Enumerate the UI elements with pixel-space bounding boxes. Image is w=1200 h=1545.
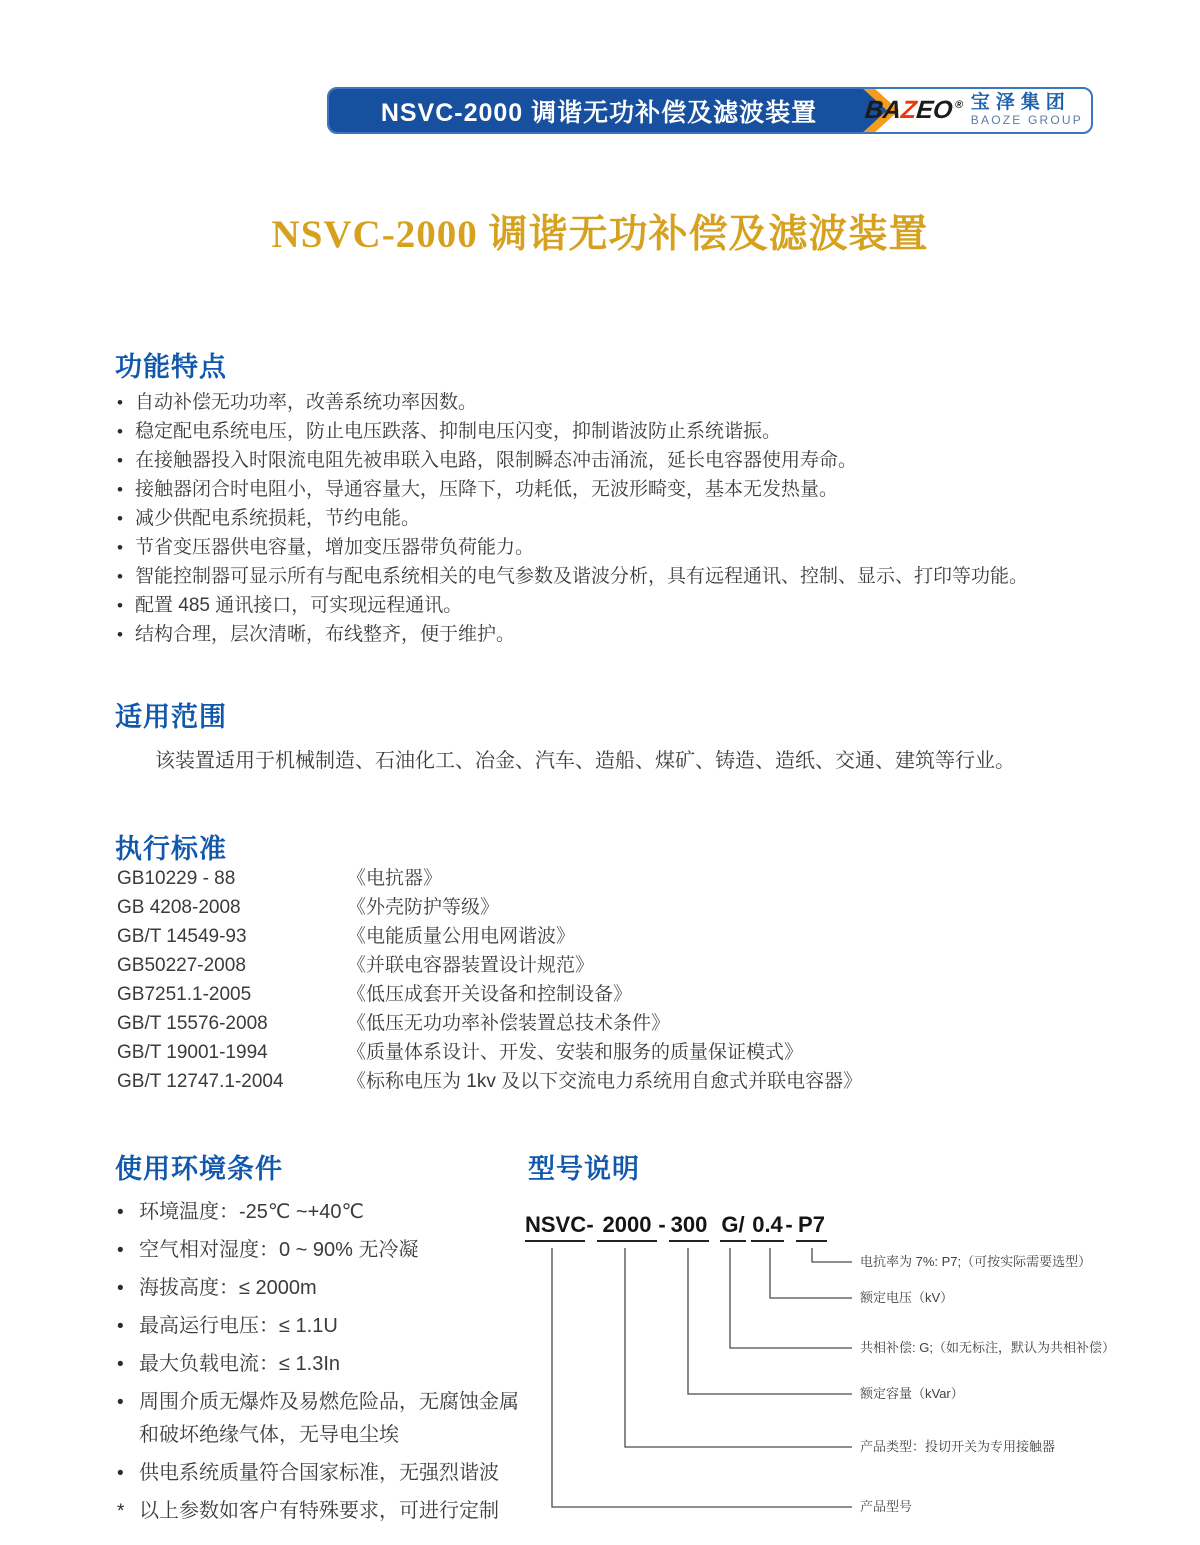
bullet-icon: • — [117, 567, 123, 586]
standard-title: 《电能质量公用电网谐波》 — [347, 926, 576, 947]
environment-item — [117, 1196, 522, 1229]
environment-item — [117, 1234, 522, 1267]
feature-text: 减少供配电系统损耗，节约电能。 — [135, 508, 421, 529]
feature-text: 智能控制器可显示所有与配电系统相关的电气参数及谐波分析，具有远程通讯、控制、显示、打印等功能。 — [135, 566, 1029, 587]
feature-text: 稳定配电系统电压，防止电压跌落、抑制电压闪变，抑制谐波防止系统谐振。 — [135, 421, 782, 442]
company-name-en: BAOZE GROUP — [970, 113, 1083, 128]
bullet-icon: • — [117, 393, 123, 412]
standard-title: 《低压无功功率补偿装置总技术条件》 — [347, 1013, 671, 1034]
standard-code: GB/T 12747.1-2004 — [117, 1071, 284, 1092]
feature-item — [117, 417, 1127, 446]
registered-trademark-icon: ® — [954, 99, 964, 111]
environment-text: 周围介质无爆炸及易燃危险品，无腐蚀金属和破坏绝缘气体，无导电尘埃 — [139, 1391, 519, 1446]
standard-row — [117, 1009, 1117, 1038]
bullet-icon: • — [117, 422, 123, 441]
feature-item — [117, 446, 1127, 475]
model-segment: P7 — [796, 1212, 827, 1242]
company-names — [971, 93, 1083, 127]
company-logo — [865, 89, 1083, 132]
connector-line — [770, 1248, 852, 1298]
bullet-icon: • — [117, 596, 123, 615]
model-connector-lines — [520, 1248, 865, 1528]
standard-title: 《质量体系设计、开发、安装和服务的质量保证模式》 — [347, 1042, 804, 1063]
standard-code: GB/T 15576-2008 — [117, 1013, 268, 1034]
model-segment: - — [785, 1212, 793, 1237]
bullet-icon: • — [117, 509, 123, 528]
bullet-icon: • — [117, 1278, 124, 1299]
bullet-icon: • — [117, 1316, 124, 1337]
bullet-icon: • — [117, 1240, 124, 1261]
company-name-cn: 宝泽集团 — [970, 92, 1071, 114]
brand-text-accent: Z — [899, 96, 919, 124]
environment-text: 环境温度：-25℃ ~+40℃ — [139, 1201, 364, 1223]
environment-list — [117, 1196, 522, 1533]
bullet-icon: • — [117, 625, 123, 644]
model-annotation: 产品型号 — [860, 1499, 913, 1514]
feature-text: 接触器闭合时电阻小，导通容量大，压降下，功耗低，无波形畸变，基本无发热量。 — [135, 479, 839, 500]
environment-item — [117, 1272, 522, 1305]
model-annotation: 额定容量（kVar） — [860, 1386, 964, 1401]
feature-text: 节省变压器供电容量，增加变压器带负荷能力。 — [135, 537, 535, 558]
model-segment: - — [658, 1212, 666, 1237]
model-segment: 300 — [669, 1212, 709, 1242]
feature-text: 结构合理，层次清晰，布线整齐，便于维护。 — [135, 624, 516, 645]
bullet-icon: • — [117, 1392, 124, 1413]
feature-item — [117, 620, 1127, 649]
model-segment: G/ — [720, 1212, 746, 1242]
model-annotation: 共相补偿: G;（如无标注，默认为共相补偿） — [860, 1340, 1115, 1355]
standard-code: GB10229 - 88 — [117, 868, 236, 889]
standard-title: 《标称电压为 1kv 及以下交流电力系统用自愈式并联电容器》 — [347, 1071, 863, 1092]
bullet-icon: • — [117, 480, 123, 499]
environment-item — [117, 1457, 522, 1490]
connector-line — [552, 1248, 852, 1507]
environment-item — [117, 1386, 522, 1452]
bullet-icon: • — [117, 1354, 124, 1375]
section-heading-model: 型号说明 — [528, 1154, 640, 1184]
bullet-icon: • — [117, 538, 123, 557]
standard-title: 《外壳防护等级》 — [347, 897, 500, 918]
standard-row — [117, 893, 1117, 922]
section-heading-features: 功能特点 — [115, 352, 227, 382]
model-annotation: 产品类型：投切开关为专用接触器 — [860, 1439, 1056, 1454]
model-segment: - — [586, 1212, 594, 1237]
feature-text: 配置 485 通讯接口，可实现远程通讯。 — [135, 595, 463, 616]
model-annotation: 额定电压（kV） — [860, 1290, 954, 1305]
environment-item — [117, 1310, 522, 1343]
model-segment: 0.4 — [751, 1212, 784, 1242]
environment-item — [117, 1348, 522, 1381]
standard-title: 《并联电容器装置设计规范》 — [347, 955, 595, 976]
standard-code: GB7251.1-2005 — [117, 984, 252, 1005]
feature-item — [117, 591, 1127, 620]
standard-row — [117, 864, 1117, 893]
section-heading-standards: 执行标准 — [115, 834, 227, 864]
model-designation-diagram — [520, 1212, 1190, 1537]
feature-text: 自动补偿无功功率，改善系统功率因数。 — [135, 392, 478, 413]
environment-item — [117, 1495, 522, 1528]
standards-list — [117, 864, 1117, 1096]
header-title: NSVC-2000 调谐无功补偿及滤波装置 — [380, 98, 818, 127]
asterisk-icon: * — [117, 1501, 125, 1522]
bullet-icon: • — [117, 1463, 124, 1484]
standard-code: GB 4208-2008 — [117, 897, 241, 918]
standard-title: 《电抗器》 — [347, 868, 443, 889]
environment-text: 最大负载电流：≤ 1.3In — [139, 1353, 341, 1375]
scope-text: 该装置适用于机械制造、石油化工、冶金、汽车、造船、煤矿、铸造、造纸、交通、建筑等行业。 — [155, 750, 1015, 772]
model-segment: NSVC — [525, 1212, 585, 1242]
environment-text: 供电系统质量符合国家标准，无强烈谐波 — [139, 1462, 499, 1484]
environment-text: 最高运行电压：≤ 1.1U — [139, 1315, 338, 1337]
bullet-icon: • — [117, 1202, 124, 1223]
feature-text: 在接触器投入时限流电阻先被串联入电路，限制瞬态冲击涌流，延长电容器使用寿命。 — [135, 450, 858, 471]
bullet-icon: • — [117, 451, 123, 470]
feature-item — [117, 504, 1127, 533]
environment-text: 以上参数如客户有特殊要求，可进行定制 — [139, 1500, 499, 1522]
page-title: NSVC-2000 调谐无功补偿及滤波装置 — [271, 213, 929, 256]
feature-item — [117, 562, 1127, 591]
brand-text-right: EO — [915, 96, 955, 124]
feature-item — [117, 388, 1127, 417]
standard-row — [117, 922, 1117, 951]
standard-row — [117, 951, 1117, 980]
standard-code: GB50227-2008 — [117, 955, 246, 976]
feature-item — [117, 533, 1127, 562]
model-segment: 2000 — [597, 1212, 657, 1242]
features-list — [117, 388, 1127, 649]
environment-text: 海拔高度：≤ 2000m — [139, 1277, 317, 1299]
standard-row — [117, 1038, 1117, 1067]
standard-row — [117, 980, 1117, 1009]
standard-row — [117, 1067, 1117, 1096]
brand-logo — [864, 98, 962, 123]
section-heading-scope: 适用范围 — [115, 702, 227, 732]
section-heading-environment: 使用环境条件 — [115, 1154, 283, 1184]
standard-code: GB/T 19001-1994 — [117, 1042, 268, 1063]
model-annotation: 电抗率为 7%: P7;（可按实际需要选型） — [860, 1254, 1092, 1269]
standard-code: GB/T 14549-93 — [117, 926, 247, 947]
header-bar — [327, 87, 1093, 134]
brand-text-left: BA — [863, 96, 903, 124]
environment-text: 空气相对湿度：0 ~ 90% 无冷凝 — [139, 1239, 419, 1261]
standard-title: 《低压成套开关设备和控制设备》 — [347, 984, 633, 1005]
feature-item — [117, 475, 1127, 504]
connector-line — [812, 1248, 852, 1262]
